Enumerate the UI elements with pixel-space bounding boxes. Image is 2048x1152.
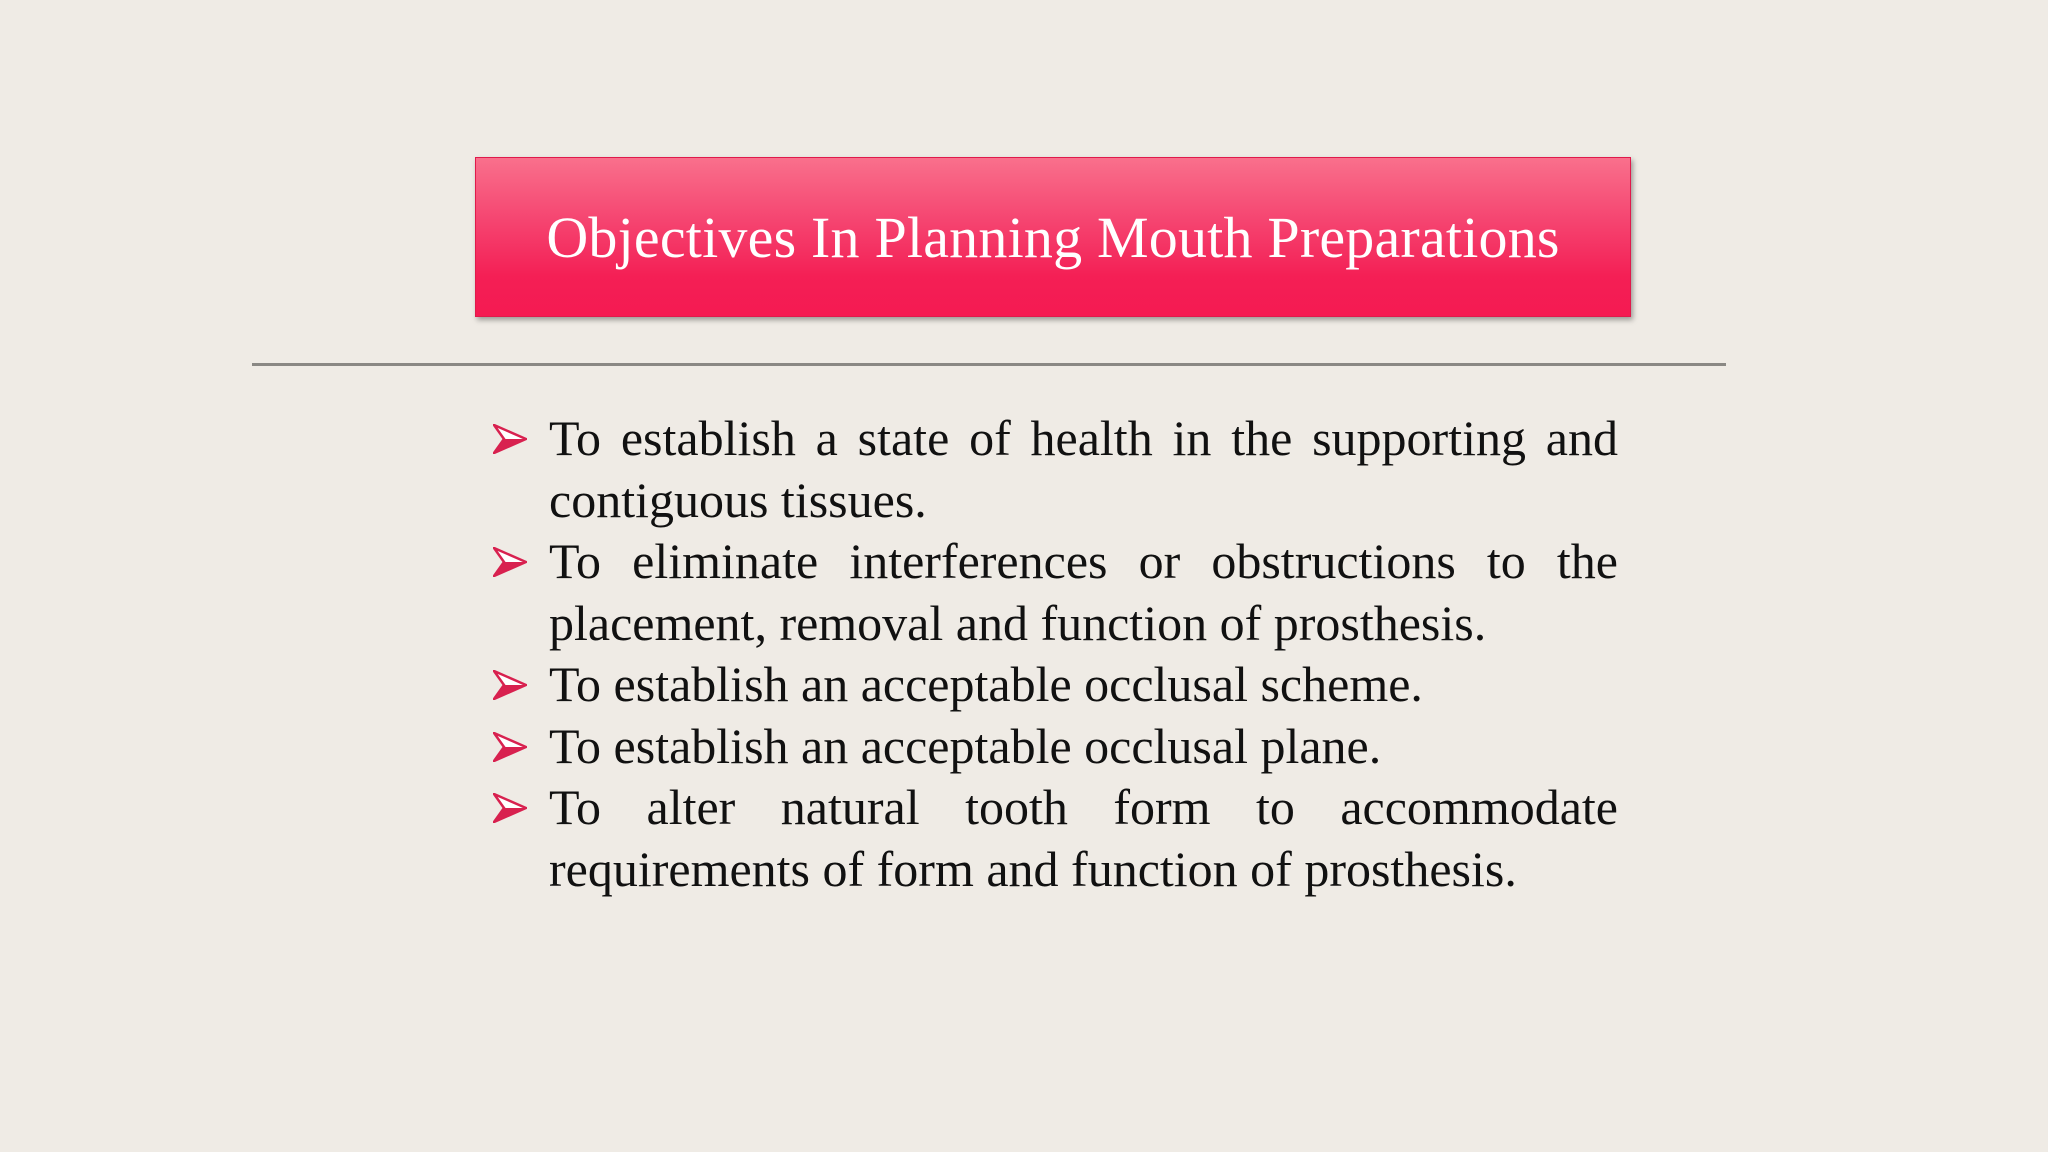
bullet-text: To alter natural tooth form to accommodate requirements of form and function of prosthesis. <box>549 779 1618 897</box>
arrowhead-bullet-icon <box>493 732 527 762</box>
bullet-text: To establish an acceptable occlusal scheme. <box>549 656 1423 712</box>
arrowhead-bullet-icon <box>493 670 527 700</box>
bullet-list <box>488 408 1618 900</box>
bullet-item <box>488 777 1618 900</box>
bullet-text: To eliminate interferences or obstructions to the placement, removal and function of prosthesis. <box>549 533 1618 651</box>
arrowhead-bullet-icon <box>493 424 527 454</box>
title-banner <box>475 157 1631 317</box>
bullet-text: To establish a state of health in the supporting and contiguous tissues. <box>549 410 1618 528</box>
bullet-item <box>488 654 1618 716</box>
bullet-text: To establish an acceptable occlusal plane. <box>549 717 1382 774</box>
slide-title: Objectives In Planning Mouth Preparations <box>546 205 1560 270</box>
arrowhead-bullet-icon <box>493 547 527 577</box>
bullet-item <box>488 716 1618 778</box>
bullet-item <box>488 531 1618 654</box>
divider-line <box>252 363 1726 366</box>
bullet-item <box>488 408 1618 531</box>
arrowhead-bullet-icon <box>493 793 527 823</box>
